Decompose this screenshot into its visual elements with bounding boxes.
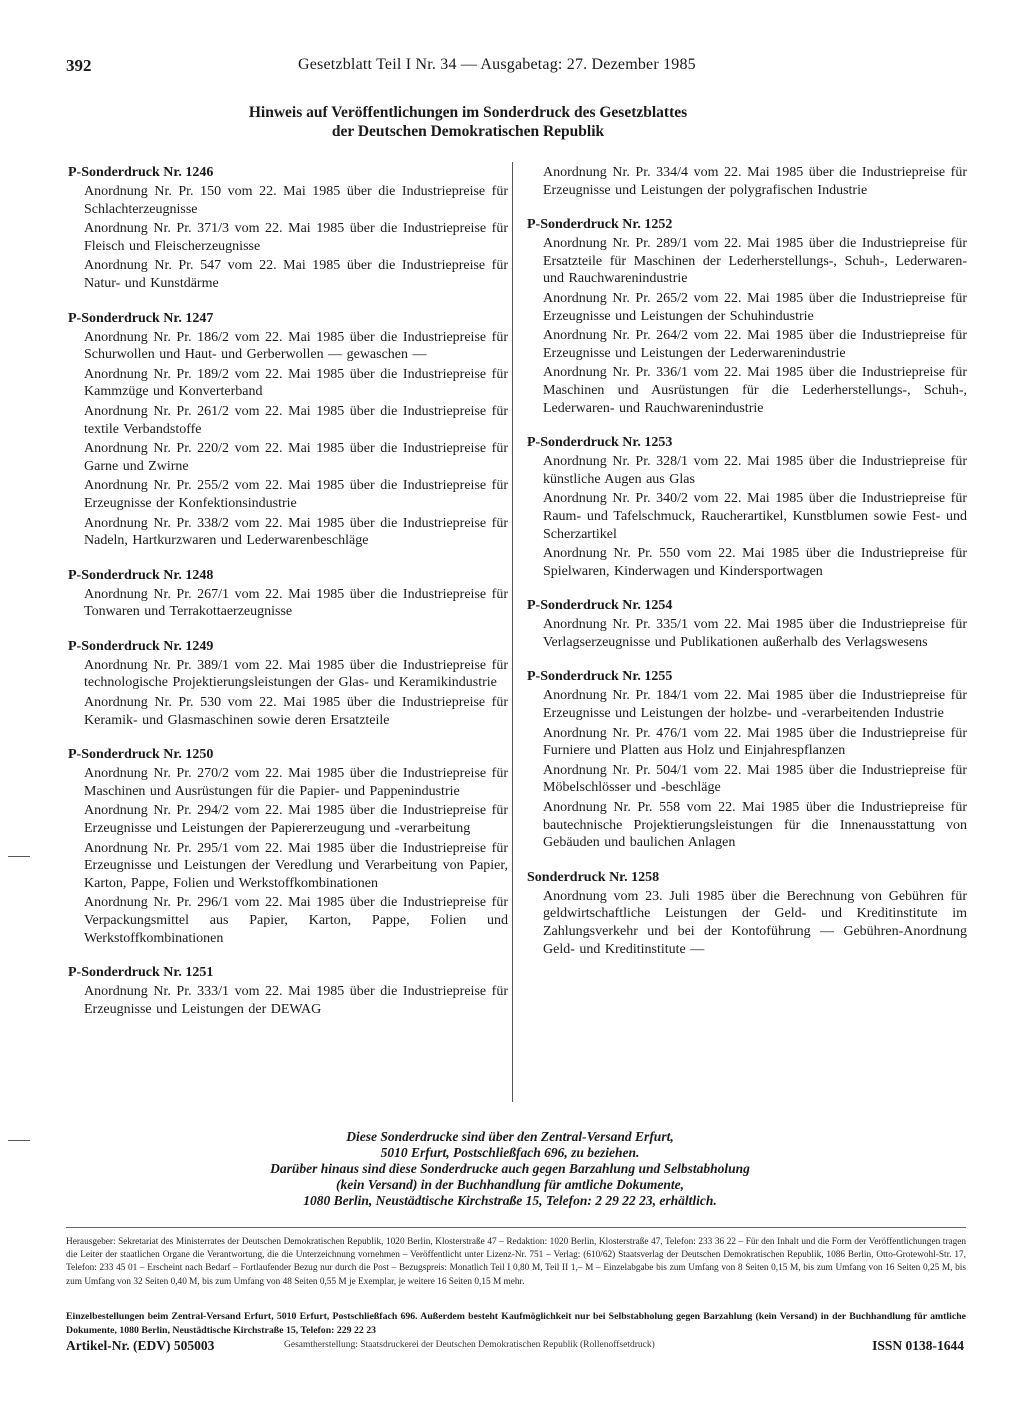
ordinance-entry: Anordnung Nr. Pr. 338/2 vom 22. Mai 1985 über die Industriepreise für Nadeln, Hartkurzwaren und Lederwarenbeschläge	[84, 515, 508, 549]
margin-mark	[8, 1140, 30, 1141]
section-heading: P-Sonderdruck Nr. 1249	[68, 638, 214, 654]
sonderdruck-section	[527, 597, 967, 651]
sonderdruck-section	[68, 964, 508, 1018]
orders-text: Einzelbestellungen beim Zentral-Versand Erfurt, 5010 Erfurt, Postschließfach 696. Außerdem besteht Kaufmöglichkeit nur bei Selbstabholung gegen Barzahlung (kein Versand) in der Buchhandlung für amtliche Dokumente, 1080 Berlin, Neustädtische Kirchstraße 15, Telefon: 229 22 23	[66, 1311, 966, 1336]
ordinance-entry: Anordnung Nr. Pr. 476/1 vom 22. Mai 1985 über die Industriepreise für Furniere und Platten aus Holz und Einjahrespflanzen	[543, 725, 967, 759]
ordinance-entry: Anordnung Nr. Pr. 270/2 vom 22. Mai 1985 über die Industriepreise für Maschinen und Ausrüstungen für die Papier- und Pappenindustrie	[84, 766, 508, 799]
notice-line: Darüber hinaus sind diese Sonderdrucke auch gegen Barzahlung und Selbstabholung	[270, 1161, 750, 1176]
imprint-rule	[66, 1227, 966, 1228]
distribution-notice	[150, 1129, 870, 1209]
section-heading: P-Sonderdruck Nr. 1254	[527, 598, 673, 614]
right-column	[527, 164, 967, 975]
ordinance-entry: Anordnung Nr. Pr. 265/2 vom 22. Mai 1985 über die Industriepreise für Erzeugnisse und Leistungen der Schuhindustrie	[543, 290, 967, 324]
ordinance-entry: Anordnung Nr. Pr. 264/2 vom 22. Mai 1985 über die Industriepreise für Erzeugnisse und Leistungen der Lederwarenindustrie	[543, 328, 967, 361]
ordinance-entry: Anordnung Nr. Pr. 389/1 vom 22. Mai 1985 über die Industriepreise für technologische Projektierungsleistungen der Glas- und Keramikindustrie	[84, 657, 508, 691]
section-heading: P-Sonderdruck Nr. 1253	[527, 435, 673, 451]
section-heading: P-Sonderdruck Nr. 1255	[527, 669, 673, 685]
title-line: der Deutschen Demokratischen Republik	[331, 123, 605, 140]
sonderdruck-section	[68, 746, 508, 947]
margin-mark	[8, 856, 30, 857]
article-number: Artikel-Nr. (EDV) 505003	[66, 1338, 215, 1353]
notice-line: Diese Sonderdrucke sind über den Zentral-Versand Erfurt,	[346, 1129, 674, 1144]
ordinance-entry: Anordnung Nr. Pr. 504/1 vom 22. Mai 1985 über die Industriepreise für Möbelschlösser und -beschläge	[543, 762, 967, 796]
ordinance-entry: Anordnung Nr. Pr. 333/1 vom 22. Mai 1985 über die Industriepreise für Erzeugnisse und Leistungen der DEWAG	[84, 984, 508, 1017]
sonderdruck-section	[527, 869, 967, 958]
ordinance-entry: Anordnung Nr. Pr. 295/1 vom 22. Mai 1985 über die Industriepreise für Erzeugnisse und Leistungen der Veredlung und Verarbeitung von Papier, Karton, Pappe, Folien und Werkstoffkombinationen	[84, 840, 508, 891]
section-heading: P-Sonderdruck Nr. 1251	[68, 965, 214, 981]
ordinance-entry: Anordnung Nr. Pr. 335/1 vom 22. Mai 1985 über die Industriepreise für Verlagserzeugnisse und Publikationen außerhalb des Verlagswesens	[543, 617, 967, 650]
ordinance-entry: Anordnung Nr. Pr. 267/1 vom 22. Mai 1985 über die Industriepreise für Tonwaren und Terrakottaerzeugnisse	[84, 586, 508, 620]
section-heading: P-Sonderdruck Nr. 1247	[68, 310, 214, 326]
ordinance-entry: Anordnung Nr. Pr. 150 vom 22. Mai 1985 über die Industriepreise für Schlachterzeugnisse	[84, 184, 508, 217]
ordinance-entry: Anordnung vom 23. Juli 1985 über die Berechnung von Gebühren für geldwirtschaftliche Leistungen der Geld- und Kreditinstitute im Zahlungsverkehr und bei der Kontoführung — Gebühren-Anordnung Geld- und Kreditinstitute —	[543, 888, 967, 957]
running-head: Gesetzblatt Teil I Nr. 34 — Ausgabetag: 27. Dezember 1985	[298, 56, 696, 73]
ordinance-entry: Anordnung Nr. Pr. 294/2 vom 22. Mai 1985 über die Industriepreise für Erzeugnisse und Leistungen der Papiererzeugung und -verarbeitung	[84, 803, 508, 837]
notice-line: (kein Versand) in der Buchhandlung für amtliche Dokumente,	[335, 1177, 685, 1192]
section-heading: P-Sonderdruck Nr. 1250	[68, 747, 214, 763]
ordinance-entry: Anordnung Nr. Pr. 328/1 vom 22. Mai 1985 über die Industriepreise für künstliche Augen aus Glas	[543, 454, 967, 487]
ordinance-entry: Anordnung Nr. Pr. 336/1 vom 22. Mai 1985 über die Industriepreise für Maschinen und Ausrüstungen für die Lederherstellungs-, Schuh-, Lederwaren- und Rauchwarenindustrie	[543, 365, 967, 416]
issn: ISSN 0138-1644	[872, 1338, 964, 1353]
left-column	[68, 164, 508, 1035]
page-number: 392	[66, 56, 92, 75]
section-heading: P-Sonderdruck Nr. 1246	[68, 165, 214, 180]
ordinance-entry: Anordnung Nr. Pr. 334/4 vom 22. Mai 1985 über die Industriepreise für Erzeugnisse und Leistungen der polygrafischen Industrie	[543, 165, 967, 198]
ordinance-entry: Anordnung Nr. Pr. 189/2 vom 22. Mai 1985 über die Industriepreise für Kammzüge und Konverterband	[84, 366, 508, 400]
ordinance-entry: Anordnung Nr. Pr. 340/2 vom 22. Mai 1985 über die Industriepreise für Raum- und Tafelschmuck, Raucherartikel, Kunstblumen sowie Fest- und Scherzartikel	[543, 491, 967, 542]
ordinance-entry: Anordnung Nr. Pr. 220/2 vom 22. Mai 1985 über die Industriepreise für Garne und Zwirne	[84, 441, 508, 474]
sonderdruck-section	[68, 164, 508, 293]
sonderdruck-section	[527, 434, 967, 580]
notice-line: 1080 Berlin, Neustädtische Kirchstraße 15, Telefon: 2 29 22 23, erhältlich.	[303, 1193, 717, 1208]
sonderdruck-section	[527, 668, 967, 851]
ordinance-entry: Anordnung Nr. Pr. 184/1 vom 22. Mai 1985 über die Industriepreise für Erzeugnisse und Leistungen der holzbe- und -verarbeitenden Industrie	[543, 688, 967, 722]
imprint-text: Herausgeber: Sekretariat des Ministerrates der Deutschen Demokratischen Republik, 1020 Berlin, Klosterstraße 47 – Redaktion: 1020 Berlin, Klosterstraße 47, Telefon: 233 36 22 – Für den Inhalt und die Form der Veröffentlichungen tragen die Leiter der staatlichen Organe die Verantwortung, die die Unterzeichnung vornehmen – Veröffentlicht unter Lizenz-Nr. 751 – Verlag: (610/62) Staatsverlag der Deutschen Demokratischen Republik, 1086 Berlin, Otto-Grotewohl-Str. 17, Telefon: 233 45 01 – Erscheint nach Bedarf – Fortlaufender Bezug nur durch die Post – Bezugspreis: Monatlich Teil I 0,80 M, Teil II 1,– M – Einzelabgabe bis zum Umfang von 8 Seiten 0,15 M, bis zum Umfang von 16 Seiten 0,25 M, bis zum Umfang von 32 Seiten 0,40 M, bis zum Umfang von 48 Seiten 0,55 M je Exemplar, je weitere 16 Seiten 0,15 M mehr.	[66, 1237, 966, 1287]
sonderdruck-section	[68, 310, 508, 550]
notice-line: 5010 Erfurt, Postschließfach 696, zu beziehen.	[380, 1145, 640, 1160]
ordinance-entry: Anordnung Nr. Pr. 255/2 vom 22. Mai 1985 über die Industriepreise für Erzeugnisse der Konfektionsindustrie	[84, 478, 508, 511]
ordinance-entry: Anordnung Nr. Pr. 261/2 vom 22. Mai 1985 über die Industriepreise für textile Verbandstoffe	[84, 403, 508, 437]
sonderdruck-section	[527, 216, 967, 417]
sonderdruck-section	[68, 638, 508, 729]
ordinance-entry: Anordnung Nr. Pr. 550 vom 22. Mai 1985 über die Industriepreise für Spielwaren, Kinderwagen und Kindersportwagen	[543, 546, 967, 579]
ordinance-entry: Anordnung Nr. Pr. 547 vom 22. Mai 1985 über die Industriepreise für Natur- und Kunstdärme	[84, 258, 508, 291]
page-title	[0, 103, 936, 141]
ordinance-entry: Anordnung Nr. Pr. 296/1 vom 22. Mai 1985 über die Industriepreise für Verpackungsmittel aus Papier, Karton, Pappe, Folien und Werkstoffkombinationen	[84, 895, 508, 946]
ordinance-entry: Anordnung Nr. Pr. 186/2 vom 22. Mai 1985 über die Industriepreise für Schurwollen und Haut- und Gerberwollen — gewaschen —	[84, 329, 508, 363]
ordinance-entry: Anordnung Nr. Pr. 530 vom 22. Mai 1985 über die Industriepreise für Keramik- und Glasmaschinen sowie deren Ersatzteile	[84, 695, 508, 728]
title-line: Hinweis auf Veröffentlichungen im Sonderdruck des Gesetzblattes	[248, 104, 688, 121]
section-heading: P-Sonderdruck Nr. 1252	[527, 217, 673, 233]
ordinance-entry: Anordnung Nr. Pr. 371/3 vom 22. Mai 1985 über die Industriepreise für Fleisch und Fleischerzeugnisse	[84, 221, 508, 254]
page-footer	[66, 1338, 966, 1358]
ordinance-entry: Anordnung Nr. Pr. 558 vom 22. Mai 1985 über die Industriepreise für bautechnische Projektierungsleistungen für die Innenausstattung von Gebäuden und baulichen Anlagen	[543, 800, 967, 851]
page-header	[66, 56, 946, 80]
section-heading: P-Sonderdruck Nr. 1248	[68, 567, 214, 583]
sonderdruck-section	[68, 567, 508, 621]
section-heading: Sonderdruck Nr. 1258	[527, 869, 660, 885]
sonderdruck-section	[527, 164, 967, 199]
column-divider	[512, 162, 513, 1102]
printer-credit: Gesamtherstellung: Staatsdruckerei der Deutschen Demokratischen Republik (Rollenoffsetdruck)	[284, 1340, 655, 1350]
ordinance-entry: Anordnung Nr. Pr. 289/1 vom 22. Mai 1985 über die Industriepreise für Ersatzteile für Maschinen der Lederherstellungs-, Schuh-, Lederwaren- und Rauchwarenindustrie	[543, 236, 967, 287]
